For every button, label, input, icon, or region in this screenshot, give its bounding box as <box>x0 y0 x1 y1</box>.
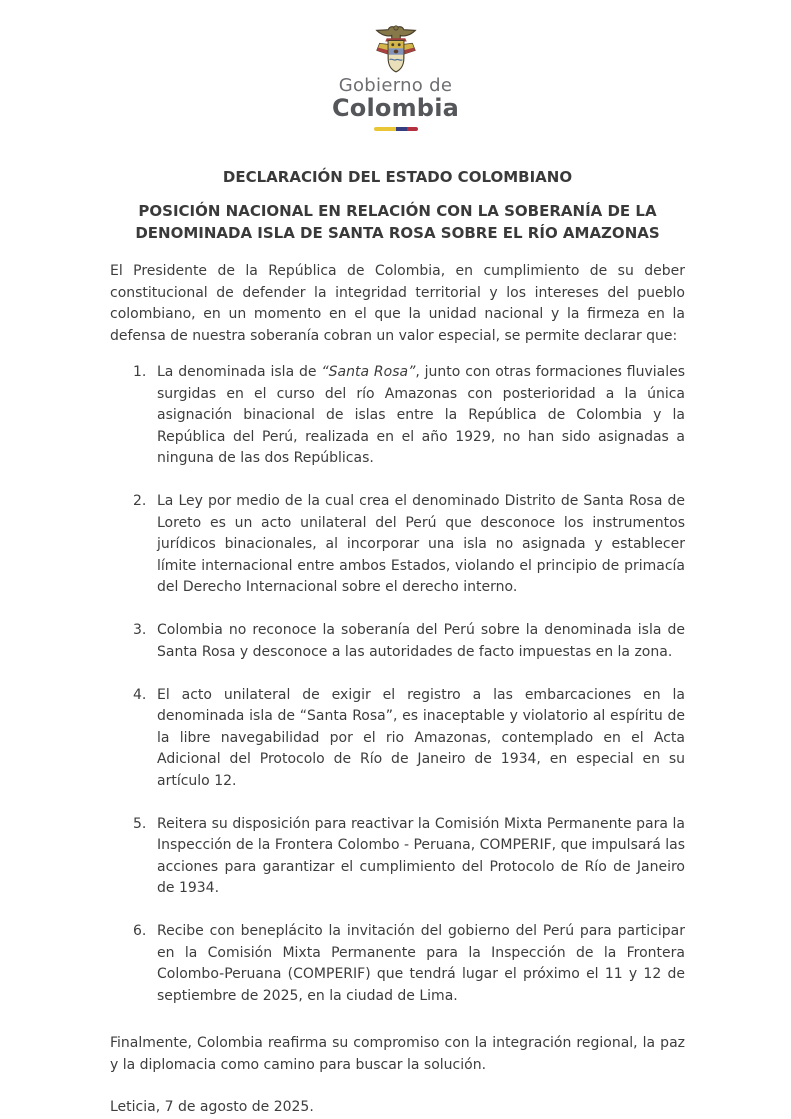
document-title: DECLARACIÓN DEL ESTADO COLOMBIANO <box>222 168 573 186</box>
date-place-line: Leticia, 7 de agosto de 2025. <box>110 1099 314 1115</box>
item-number: 1. <box>133 364 147 380</box>
declaration-list <box>110 362 685 1007</box>
item-number: 3. <box>133 622 147 638</box>
flag-blue-segment <box>396 127 407 131</box>
government-logo <box>0 0 791 131</box>
item-number: 6. <box>133 923 147 939</box>
flag-tricolor-bar <box>374 127 418 131</box>
declaration-item-2 <box>133 491 685 599</box>
item-number: 5. <box>133 815 147 832</box>
closing-paragraph: Finalmente, Colombia reafirma su compromiso con la integración regional, la paz y la diplomacia como camino para buscar la solución. <box>110 1035 685 1073</box>
logo-text-line1: Gobierno de <box>338 75 453 96</box>
item-text: Reitera su disposición para reactivar la Comisión Mixta Permanente para la Inspección de la Frontera Colombo - Peruana, COMPERIF, que impulsará las acciones para garantizar el cumplimiento del Protocolo de Río de Janeiro de 1934. <box>157 815 685 896</box>
document-content <box>0 167 791 1119</box>
declaration-item-5 <box>133 814 685 900</box>
document-subtitle-line1: POSICIÓN NACIONAL EN RELACIÓN CON LA SOBERANÍA DE LA <box>138 202 657 220</box>
item-text: La denominada isla de “Santa Rosa”, junto con otras formaciones fluviales surgidas en el curso del río Amazonas con posterioridad a la única asignación binacional de islas entre la República de Colombia y la República del Perú, realizada en el año 1929, no han sido asignadas a ninguna de las dos Repúblicas. <box>157 364 686 466</box>
item-text: Recibe con beneplácito la invitación del gobierno del Perú para participar en la Comisión Mixta Permanente para la Inspección de la Frontera Colombo-Peruana (COMPERIF) que tendrá lugar el próximo el 11 y 12 de septiembre de 2025, en la ciudad de Lima. <box>157 923 685 1004</box>
declaration-item-3 <box>133 620 685 663</box>
declaration-item-4 <box>133 685 685 793</box>
intro-paragraph: El Presidente de la República de Colombia, en cumplimiento de su deber constitucional de defender la integridad territorial y los intereses del pueblo colombiano, en un momento en el que la unidad nacional y la firmeza en la defensa de nuestra soberanía cobran un valor especial, se permite declarar que: <box>110 263 685 344</box>
item-text: La Ley por medio de la cual crea el denominado Distrito de Santa Rosa de Loreto es un acto unilateral del Perú que desconoce los instrumentos jurídicos binacionales, al incorporar una isla no asignada y establecer límite internacional entre ambos Estados, violando el principio de primacía del Derecho Internacional sobre el derecho interno. <box>157 493 685 595</box>
declaration-item-6 <box>133 921 685 1007</box>
item-text: Colombia no reconoce la soberanía del Perú sobre la denominada isla de Santa Rosa y desconoce a las autoridades de facto impuestas en la zona. <box>157 622 685 660</box>
colombia-coat-of-arms-icon <box>373 24 419 74</box>
document-subtitle-line2: DENOMINADA ISLA DE SANTA ROSA SOBRE EL RÍO AMAZONAS <box>135 223 660 242</box>
flag-yellow-segment <box>374 127 396 131</box>
item-text: El acto unilateral de exigir el registro a las embarcaciones en la denominada isla de “Santa Rosa”, es inaceptable y violatorio al espíritu de la libre navegabilidad por el rio Amazonas, contemplado en el Acta Adicional del Protocolo de Río de Janeiro de 1934, en especial en su artículo 12. <box>157 686 685 789</box>
logo-text-line2: Colombia <box>331 94 460 122</box>
flag-red-segment <box>407 127 418 131</box>
declaration-item-1 <box>133 362 685 470</box>
item-number: 2. <box>133 493 147 509</box>
item-number: 4. <box>133 686 147 703</box>
document-subtitle <box>110 201 685 244</box>
